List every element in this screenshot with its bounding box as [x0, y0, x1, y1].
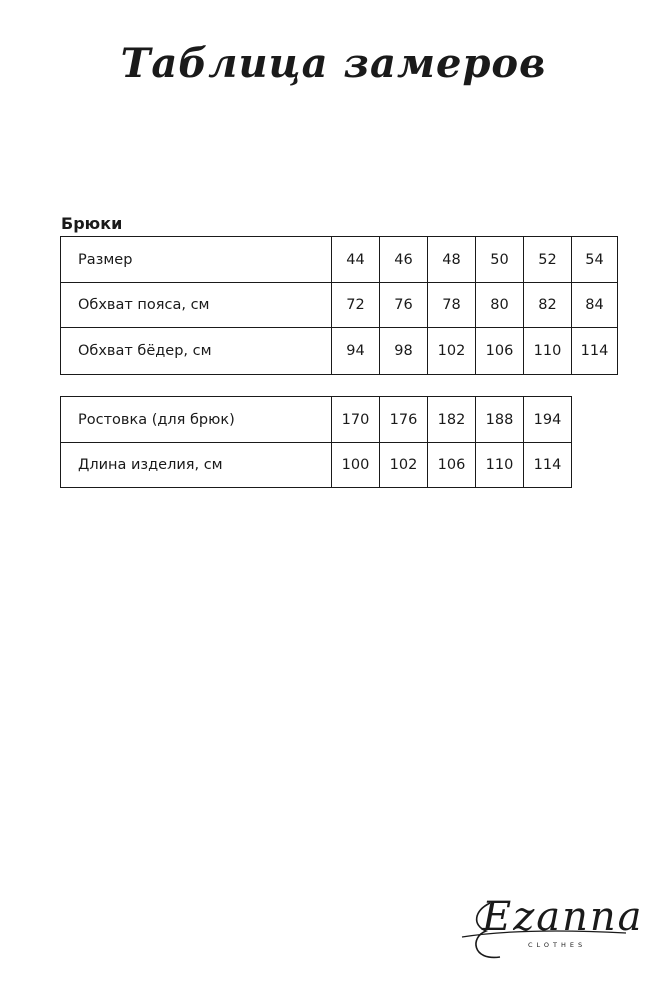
- table-cell: 170: [332, 397, 380, 443]
- brand-subtitle: CLOTHES: [528, 941, 587, 949]
- table-cell: 110: [524, 328, 572, 375]
- table-row: [61, 237, 618, 283]
- table-cell: 84: [572, 283, 618, 328]
- row-label: Ростовка (для брюк): [61, 397, 332, 443]
- size-measurement-table: [60, 236, 618, 375]
- row-label: Обхват бёдер, см: [61, 328, 332, 375]
- height-length-table: [60, 396, 572, 488]
- table-cell: 72: [332, 283, 380, 328]
- table-cell: 102: [428, 328, 476, 375]
- table-cell: 50: [476, 237, 524, 283]
- table-cell: 100: [332, 443, 380, 488]
- table-row: [61, 443, 572, 488]
- table-cell: 102: [380, 443, 428, 488]
- table-row: [61, 397, 572, 443]
- table-cell: 48: [428, 237, 476, 283]
- table-cell: 46: [380, 237, 428, 283]
- table-cell: 114: [572, 328, 618, 375]
- table-cell: 76: [380, 283, 428, 328]
- table-cell: 52: [524, 237, 572, 283]
- brand-logo: [460, 894, 644, 975]
- section-label: Брюки: [61, 214, 123, 233]
- table-cell: 182: [428, 397, 476, 443]
- row-label: Длина изделия, см: [61, 443, 332, 488]
- table-cell: 82: [524, 283, 572, 328]
- row-label: Обхват пояса, см: [61, 283, 332, 328]
- brand-name: Ezanna: [482, 894, 644, 940]
- table-cell: 54: [572, 237, 618, 283]
- table-cell: 110: [476, 443, 524, 488]
- table-cell: 78: [428, 283, 476, 328]
- table-cell: 194: [524, 397, 572, 443]
- table-cell: 106: [476, 328, 524, 375]
- page-title: Таблица замеров: [120, 40, 547, 87]
- table-cell: 44: [332, 237, 380, 283]
- table-row: [61, 328, 618, 375]
- table-cell: 176: [380, 397, 428, 443]
- row-label: Размер: [61, 237, 332, 283]
- table-cell: 94: [332, 328, 380, 375]
- table-cell: 106: [428, 443, 476, 488]
- table-row: [61, 283, 618, 328]
- table-cell: 114: [524, 443, 572, 488]
- table-cell: 80: [476, 283, 524, 328]
- table-cell: 188: [476, 397, 524, 443]
- table-cell: 98: [380, 328, 428, 375]
